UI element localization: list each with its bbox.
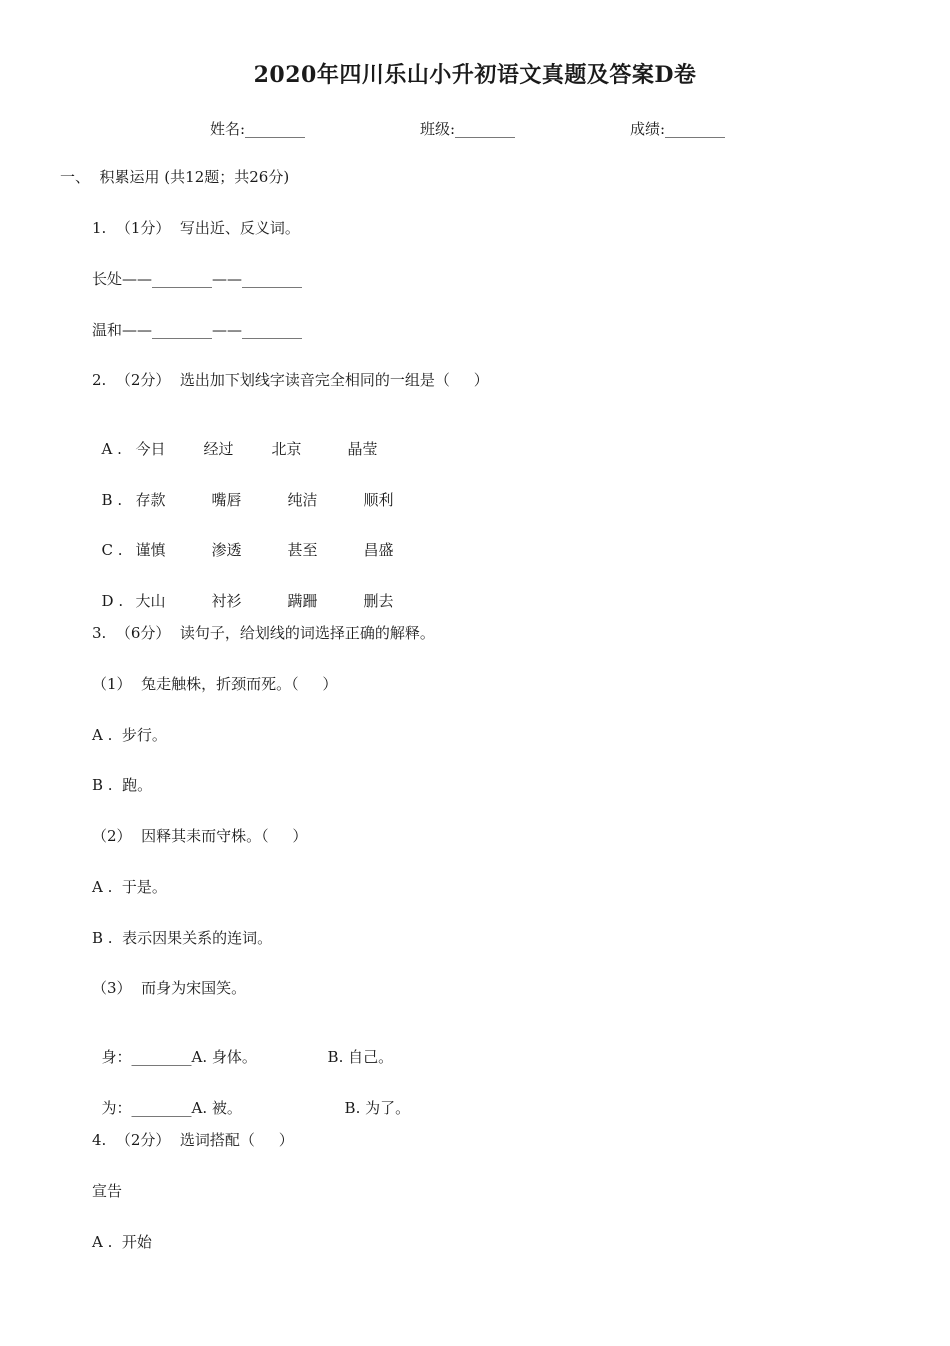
class-field: 班级:________ [420,120,516,138]
question-4-option-a: A . 开始 [92,1233,152,1251]
option-word: 昌盛 [363,541,394,559]
option-word: 北京 [271,440,302,458]
option-word: 衬衫 [211,592,242,610]
question-2-option-a [92,420,378,459]
question-2-stem: 2. （2分） 选出加下划线字读音完全相同的一组是（ ） [92,371,489,389]
question-3-sub-2-option-b: B . 表示因果关系的连词。 [92,929,273,947]
question-1-stem: 1. （1分） 写出近、反义词。 [92,219,300,237]
option-label: A . [101,440,122,458]
name-field: 姓名:________ [210,120,306,138]
option-label: C . [101,541,123,559]
option-word: 大山 [135,592,166,610]
option-word: 蹒跚 [287,592,318,610]
question-3-sub-3-line-2 [92,1079,410,1118]
question-2-option-d [92,572,394,611]
option-text: B. 为了。 [344,1099,411,1117]
option-word: 存款 [135,491,166,509]
question-1-line-1: 长处——________——________ [92,270,303,288]
fill-blank: 为：________A. 被。 [101,1099,242,1117]
score-field: 成绩:________ [630,120,726,138]
question-3-sub-1: （1） 兔走触株，折颈而死。（ ） [92,675,338,693]
option-word: 经过 [203,440,234,458]
question-3-sub-2-option-a: A . 于是。 [92,878,167,896]
question-4-word: 宣告 [92,1182,123,1200]
option-text: B. 自己。 [327,1048,394,1066]
option-word: 今日 [135,440,166,458]
question-2-option-b [92,471,394,510]
question-3-sub-1-option-a: A . 步行。 [92,726,167,744]
question-3-stem: 3. （6分） 读句子，给划线的词选择正确的解释。 [92,624,435,642]
question-3-sub-2: （2） 因释其耒而守株。（ ） [92,827,308,845]
page-title: 2020年四川乐山小升初语文真题及答案D卷 [253,62,697,88]
section-heading: 一、 积累运用 (共12题；共26分) [60,168,290,186]
question-3-sub-3-line-1 [92,1028,393,1067]
option-word: 甚至 [287,541,318,559]
option-word: 嘴唇 [211,491,242,509]
option-word: 渗透 [211,541,242,559]
option-word: 顺利 [363,491,394,509]
option-word: 谨慎 [135,541,166,559]
question-3-sub-1-option-b: B . 跑。 [92,776,153,794]
question-1-line-2: 温和——________——________ [92,321,303,339]
question-4-stem: 4. （2分） 选词搭配（ ） [92,1131,294,1149]
option-label: B . [101,491,123,509]
question-2-option-c [92,521,394,560]
question-3-sub-3: （3） 而身为宋国笑。 [92,979,247,997]
option-word: 删去 [363,592,394,610]
option-word: 纯洁 [287,491,318,509]
option-word: 晶莹 [347,440,378,458]
option-label: D . [101,592,124,610]
fill-blank: 身：________A. 身体。 [101,1048,257,1066]
